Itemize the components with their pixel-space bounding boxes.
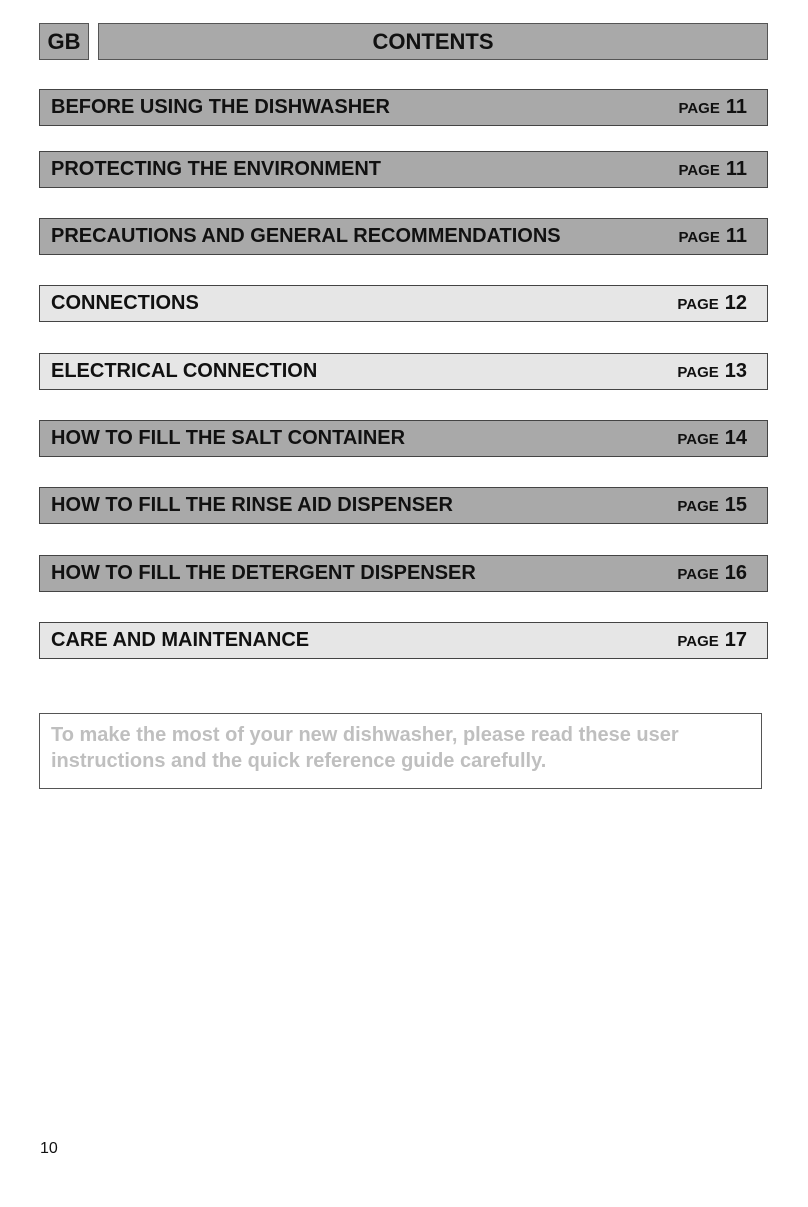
toc-entry-before-using[interactable] [39,89,768,126]
toc-entry-label: CARE AND MAINTENANCE [51,629,310,651]
toc-entry-page [677,360,747,383]
toc-page-word: PAGE [677,431,719,448]
toc-entry-label: PROTECTING THE ENVIRONMENT [51,158,382,180]
page-title: CONTENTS [98,23,768,60]
toc-page-number: 15 [724,494,747,516]
page-number: 10 [40,1140,58,1157]
toc-page-word: PAGE [677,364,719,381]
toc-page-word: PAGE [678,229,720,246]
toc-entry-page [677,629,747,652]
toc-entry-protecting-environment[interactable] [39,151,768,188]
toc-page-word: PAGE [677,633,719,650]
language-badge: GB [39,23,89,60]
toc-entry-label: HOW TO FILL THE SALT CONTAINER [51,427,406,449]
toc-page-number: 11 [725,158,747,180]
toc-entry-label: PRECAUTIONS AND GENERAL RECOMMENDATIONS [51,225,561,247]
toc-page-word: PAGE [677,296,719,313]
toc-entry-label: CONNECTIONS [51,292,199,314]
toc-entry-page [677,292,747,315]
toc-page-number: 13 [724,360,747,382]
toc-page-word: PAGE [677,498,719,515]
toc-entry-label: BEFORE USING THE DISHWASHER [51,96,390,118]
toc-entry-page [678,96,747,119]
toc-page-number: 11 [725,96,747,118]
toc-page-word: PAGE [678,162,720,179]
toc-entry-label: ELECTRICAL CONNECTION [51,360,318,382]
notice-line-2: instructions and the quick reference guide carefully. [51,750,547,772]
toc-page-word: PAGE [677,566,719,583]
toc-page-number: 11 [725,225,747,247]
toc-entry-care-maintenance[interactable] [39,622,768,659]
toc-entry-page [677,427,747,450]
toc-page-number: 14 [724,427,747,449]
toc-entry-electrical-connection[interactable] [39,353,768,390]
toc-entry-label: HOW TO FILL THE DETERGENT DISPENSER [51,562,476,584]
notice-line-1: To make the most of your new dishwasher, please read these user [51,724,679,746]
toc-page-number: 17 [724,629,747,651]
toc-entry-page [677,494,747,517]
toc-entry-page [678,158,747,181]
reading-notice-box [39,713,762,789]
toc-entry-detergent[interactable] [39,555,768,592]
toc-entry-rinse-aid[interactable] [39,487,768,524]
toc-page-word: PAGE [678,100,720,117]
toc-entry-page [678,225,747,248]
toc-entry-precautions[interactable] [39,218,768,255]
toc-entry-salt-container[interactable] [39,420,768,457]
toc-entry-label: HOW TO FILL THE RINSE AID DISPENSER [51,494,453,516]
toc-page-number: 12 [724,292,747,314]
toc-entry-page [677,562,747,585]
toc-entry-connections[interactable] [39,285,768,322]
toc-page-number: 16 [724,562,747,584]
